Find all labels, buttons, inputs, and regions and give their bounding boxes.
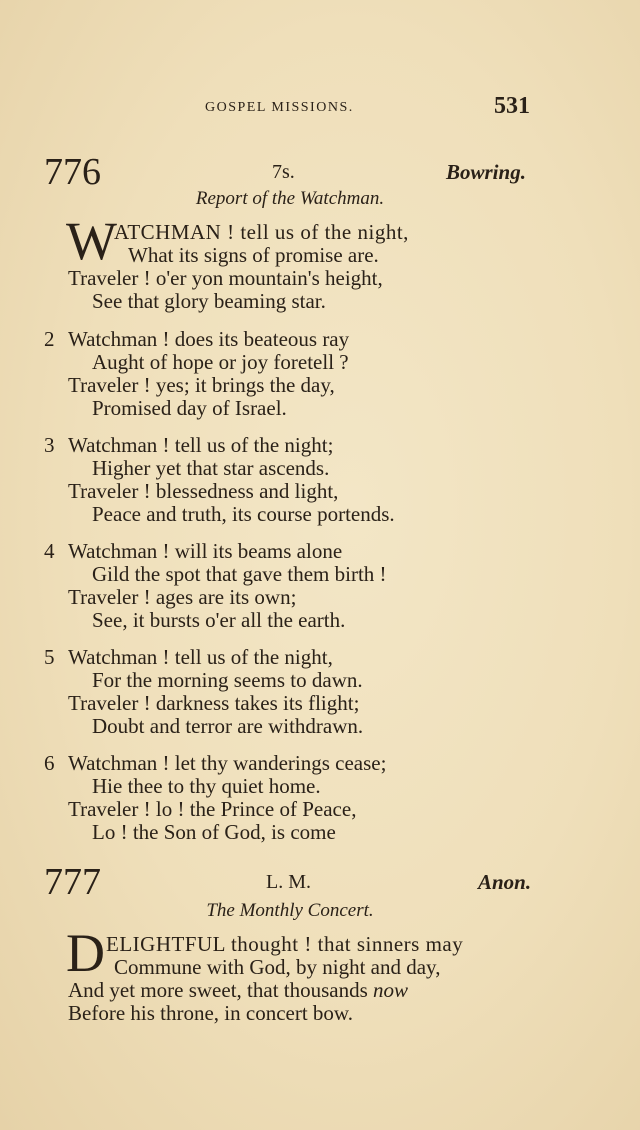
hymn-meter: L. M.: [266, 871, 311, 893]
verse-line: Traveler ! darkness takes its flight;: [68, 691, 360, 715]
hymn-subtitle: The Monthly Concert.: [206, 900, 374, 921]
verse-line: ELIGHTFUL thought ! that sinners may: [106, 932, 464, 956]
verse-line: Traveler ! o'er yon mountain's height,: [68, 266, 383, 290]
verse-line: Traveler ! ages are its own;: [68, 585, 297, 609]
hymn-777-heading: [0, 862, 640, 902]
hymn-author: Bowring.: [446, 160, 526, 184]
verse-line: Lo ! the Son of God, is come: [92, 820, 336, 844]
hymn-number: 776: [44, 151, 101, 193]
running-title: GOSPEL MISSIONS.: [205, 100, 354, 115]
verse-line: See that glory beaming star.: [92, 289, 326, 313]
hymn-776-heading: [0, 152, 640, 192]
hymn-subtitle: Report of the Watchman.: [195, 188, 385, 209]
verse-number: 6: [44, 751, 55, 775]
verse-line: What its signs of promise are.: [128, 243, 379, 267]
verse-line: Hie thee to thy quiet home.: [92, 774, 321, 798]
verse-line: [68, 978, 408, 1002]
verse-line: Aught of hope or joy foretell ?: [92, 350, 349, 374]
verse-line: Before his throne, in concert bow.: [68, 1001, 353, 1025]
verse-line: ATCHMAN ! tell us of the night,: [114, 220, 409, 244]
verse-line: Commune with God, by night and day,: [114, 955, 441, 979]
verse-line: Doubt and terror are withdrawn.: [92, 714, 364, 738]
verse-line: Peace and truth, its course portends.: [92, 502, 395, 526]
page-header: [0, 93, 640, 120]
verse-number: 5: [44, 645, 55, 669]
verse-line: Gild the spot that gave them birth !: [92, 562, 387, 586]
verse-line: Higher yet that star ascends.: [92, 456, 330, 480]
verse-line: Traveler ! yes; it brings the day,: [68, 373, 335, 397]
verse-line: Watchman ! tell us of the night,: [68, 645, 333, 669]
hymn-meter: 7s.: [272, 161, 295, 183]
verse-number: 4: [44, 539, 55, 563]
drop-cap: W: [66, 211, 117, 271]
verse-line: For the morning seems to dawn.: [92, 668, 363, 692]
verse-line: Watchman ! does its beateous ray: [68, 327, 350, 351]
drop-cap: D: [66, 923, 105, 983]
verse-number: 2: [44, 327, 55, 351]
verse-line-text: And yet more sweet, that thousands: [68, 978, 374, 1002]
hymn-number: 777: [44, 861, 101, 903]
verse-number: 3: [44, 433, 55, 457]
emphasized-word: now: [373, 978, 409, 1002]
verse-line: See, it bursts o'er all the earth.: [92, 608, 346, 632]
verse-line: Watchman ! will its beams alone: [68, 539, 343, 563]
verse-line: Watchman ! tell us of the night;: [68, 433, 334, 457]
verse-line: Traveler ! lo ! the Prince of Peace,: [68, 797, 357, 821]
page-number: 531: [494, 93, 530, 119]
verse-line: Traveler ! blessedness and light,: [68, 479, 339, 503]
verse-line: Promised day of Israel.: [92, 396, 287, 420]
verse-line: Watchman ! let thy wanderings cease;: [68, 751, 387, 775]
hymn-author: Anon.: [478, 870, 532, 894]
